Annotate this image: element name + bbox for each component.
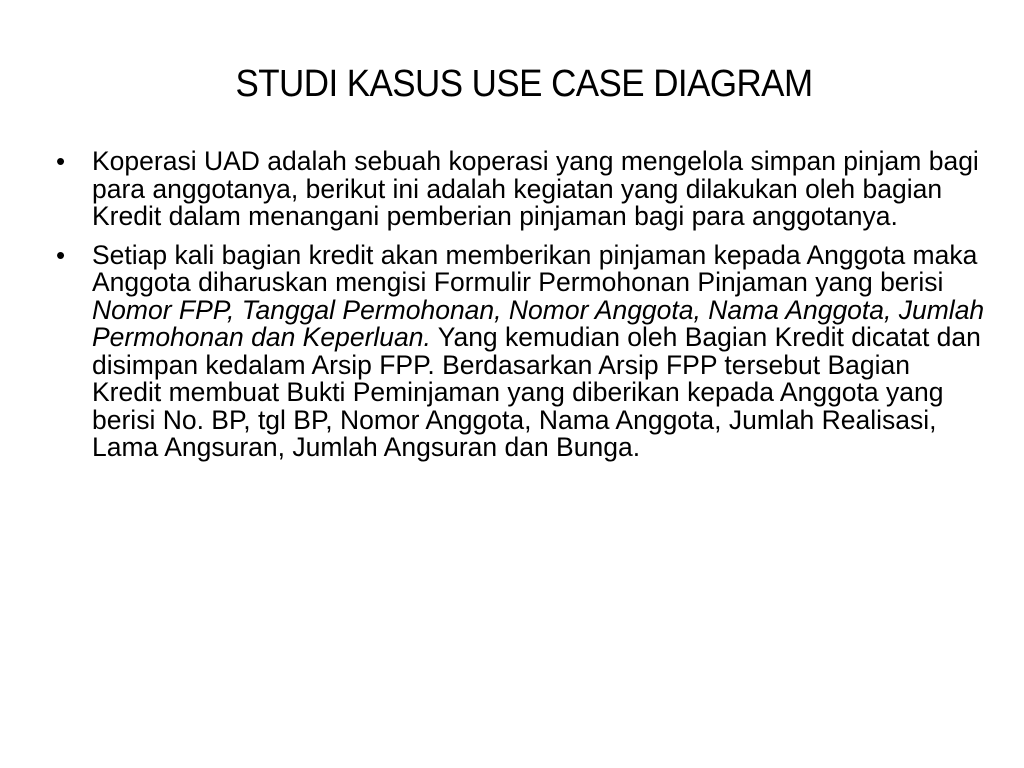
bullet-text-fields: Nomor FPP, Tanggal Permohonan, Nomor Anggota, Nama Anggota, Jumlah Permohonan dan Keperluan. <box>92 294 985 352</box>
bullet-text-continuation: Yang kemudian oleh Bagian Kredit dicatat dan disimpan kedalam Arsip FPP. Berdasarkan Arsip FPP tersebut Bagian Kredit membuat Bukti Peminjaman yang diberikan kepada Anggota yang berisi No. BP, tgl BP, Nomor Anggota, Nama Anggota, Jumlah Realisasi, Lama Angsuran, Jumlah Angsuran dan Bunga. <box>92 322 981 462</box>
bullet-icon: • <box>56 239 66 270</box>
bullet-text-intro: Setiap kali bagian kredit akan memberikan pinjaman kepada Anggota maka Anggota diharuskan mengisi Formulir Permohonan Pinjaman yang berisi <box>92 239 978 297</box>
bullet-list <box>56 148 986 462</box>
bullet-icon: • <box>56 146 66 176</box>
slide-title: STUDI KASUS USE CASE DIAGRAM <box>235 63 813 105</box>
bullet-text: Koperasi UAD adalah sebuah koperasi yang mengelola simpan pinjam bagi para anggotanya, berikut ini adalah kegiatan yang dilakukan oleh bagian Kredit dalam menangani pemberian pinjaman bagi para anggotanya. <box>92 146 979 231</box>
bullet-item-kredit-process <box>56 239 986 462</box>
bullet-item-koperasi <box>56 148 986 231</box>
